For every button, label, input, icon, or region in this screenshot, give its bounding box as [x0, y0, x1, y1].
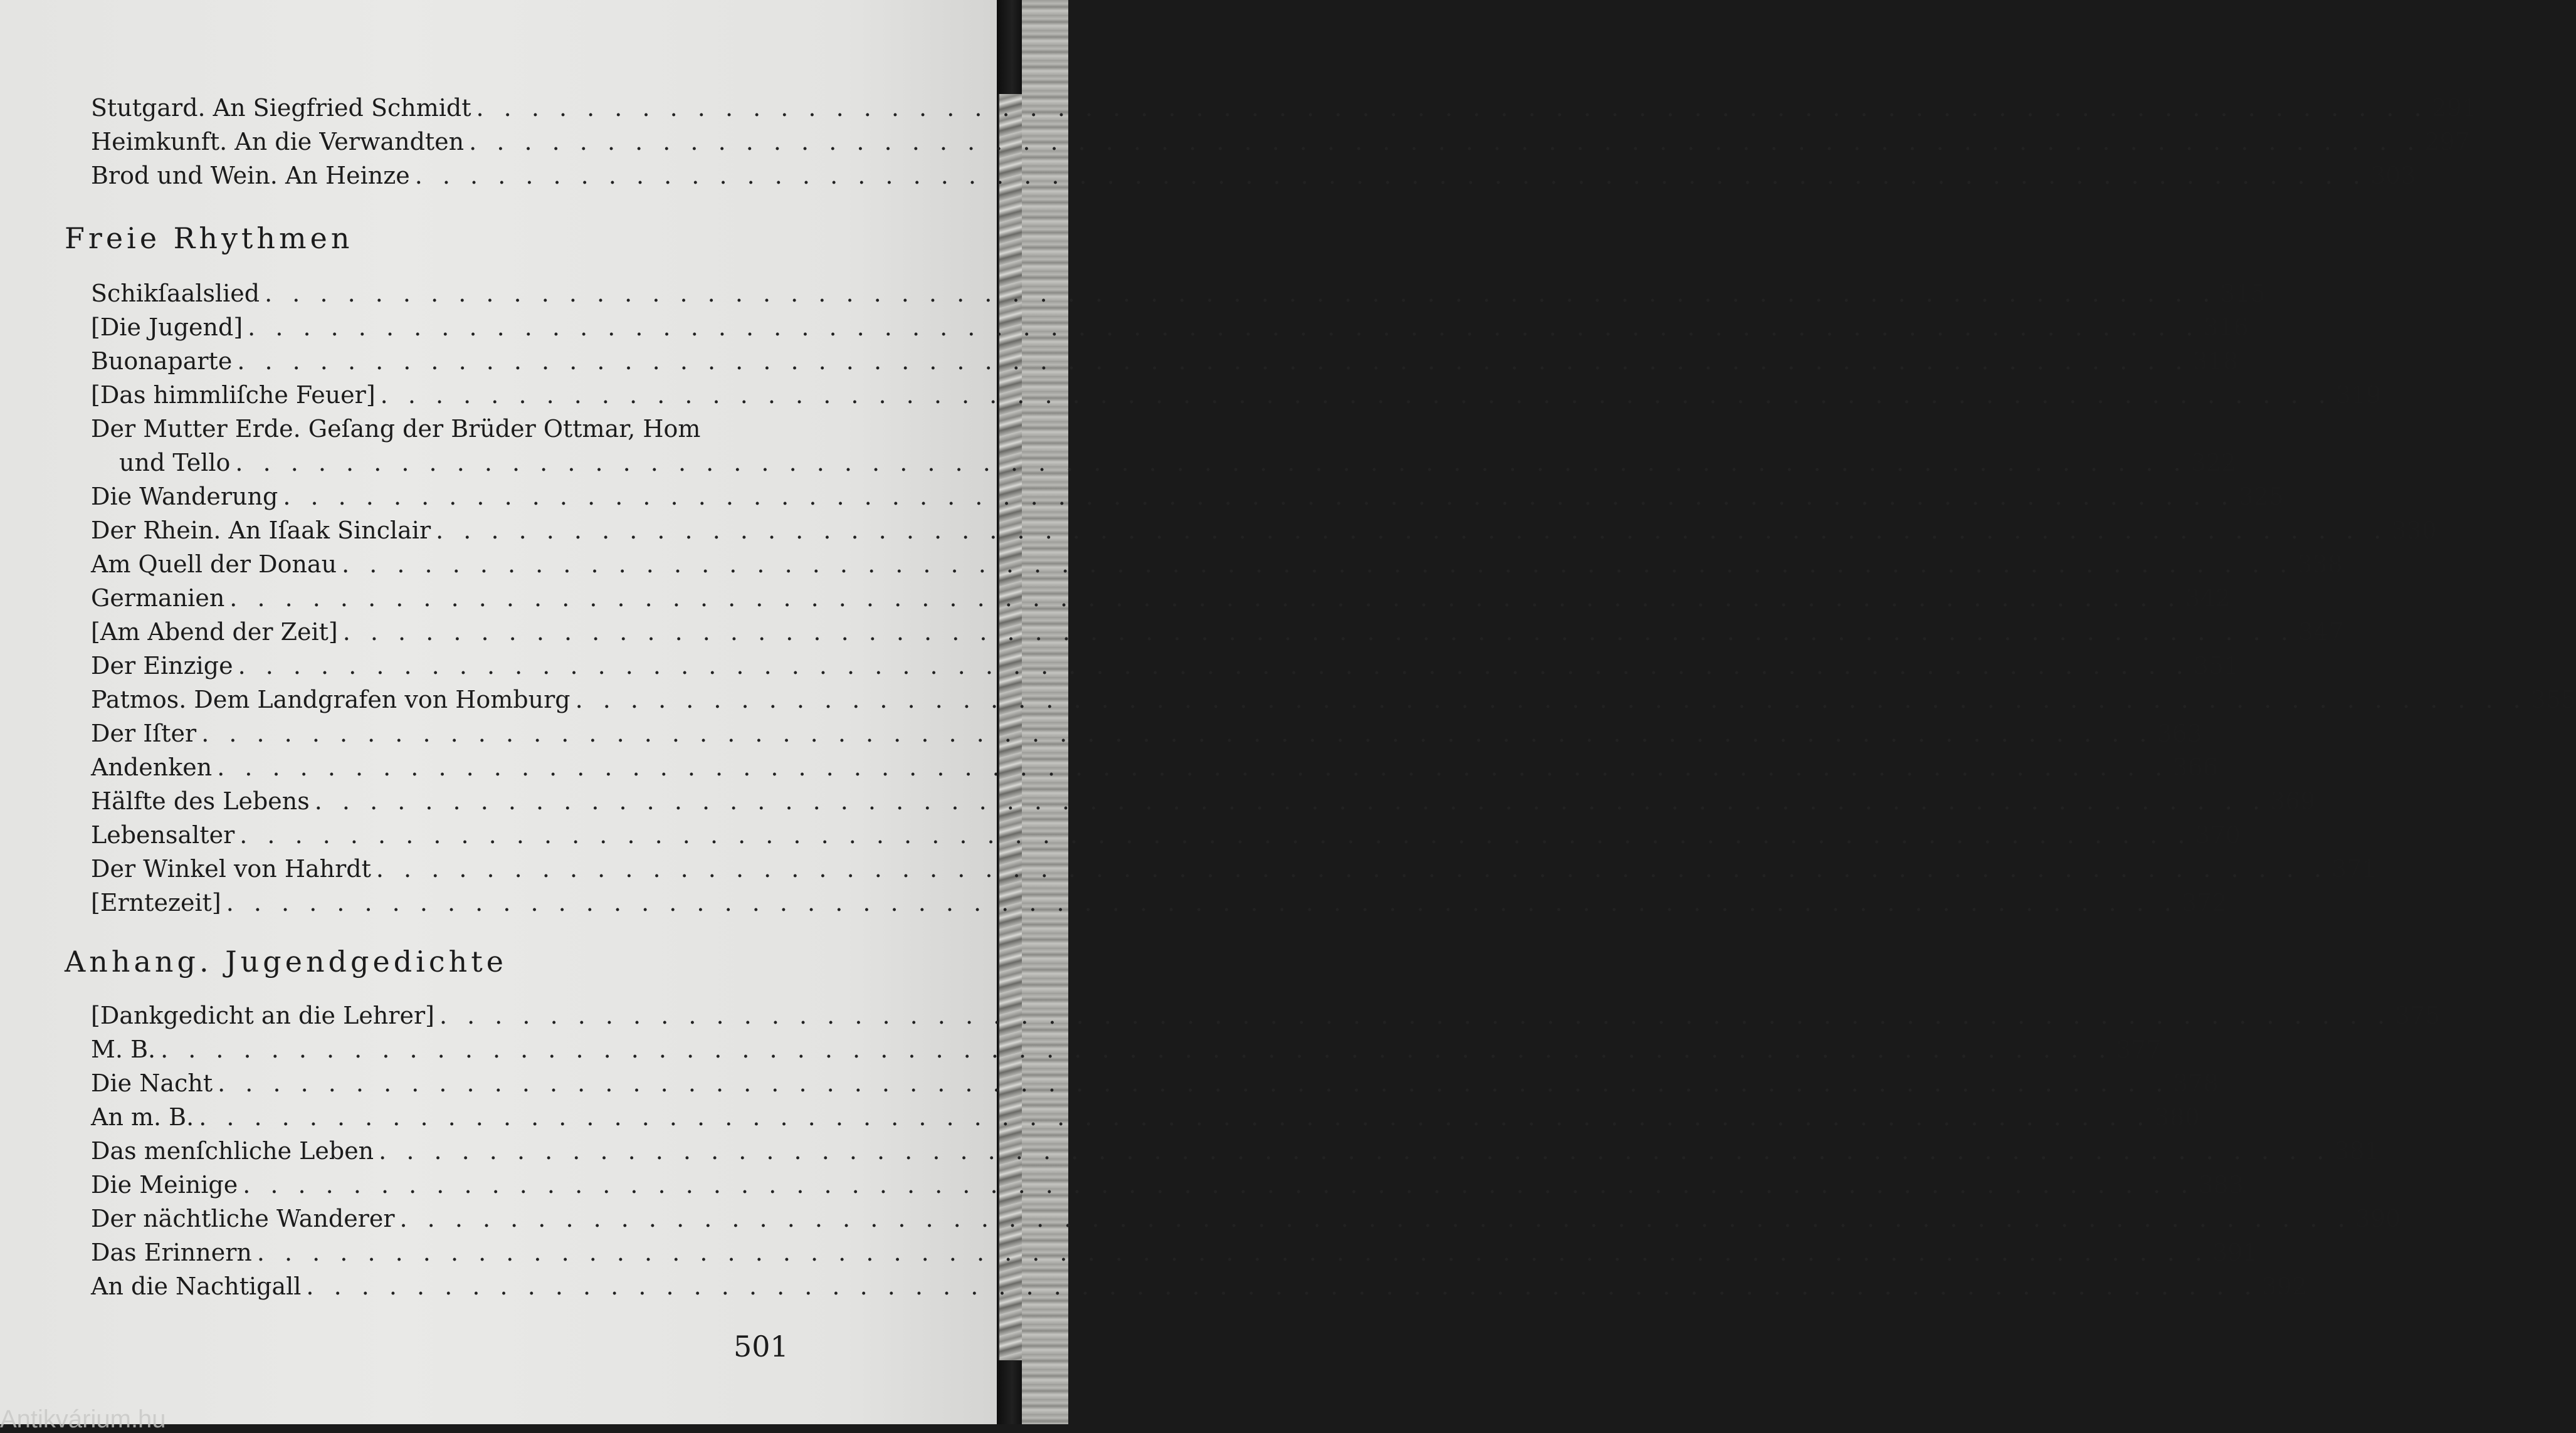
toc-entry-page: 377: [2116, 1036, 2162, 1063]
toc-entry[interactable]: [91, 1135, 2380, 1167]
dot-leader: . . . . . . . . . . . . . . . . . . . . . . . . . . . . . . . . . . . . . . . . . . . . . . . . . . . . . . . . . . . . . . . . . . . . . . .: [342, 550, 2294, 578]
toc-entry[interactable]: [91, 1168, 2244, 1201]
toc-entry-title: Stutgard. An Siegfried Schmidt: [91, 94, 471, 122]
toc-entry-page: 375: [2395, 1002, 2441, 1029]
toc-entry-page: 338: [2297, 550, 2343, 578]
dot-leader: . . . . . . . . . . . . . . . . . . . . . . . . . . . . . . . . . . . . . . . . . . . . . . . . . . . . . . . . . . . . . . . . . . . . . . .: [399, 1205, 2352, 1232]
dot-leader: . . . . . . . . . . . . . . . . . . . . . . . . . . . . . . . . . . . . . . . . . . . . . . . . . . . . . . . . . . . . . . . . . . . . . . .: [226, 889, 2178, 916]
toc-entry[interactable]: [91, 649, 2239, 682]
toc-entry[interactable]: [91, 1270, 2308, 1303]
section-heading-anhang: Anhang. Jugendgedichte: [65, 945, 507, 979]
toc-entry-title: [Das himmliſche Feuer]: [91, 381, 376, 409]
toc-entry[interactable]: [91, 548, 2343, 580]
dot-leader: . . . . . . . . . . . . . . . . . . . . . . . . . . . . . . . . . . . . . . . . . . . . . . . . . . . . . . . . . . . . . . . . . . . . . . .: [235, 449, 2187, 476]
toc-entry-title: Der Iſter: [91, 720, 197, 747]
section-heading-freie-rhythmen: Freie Rhythmen: [65, 221, 354, 255]
toc-entry-page: 370: [2195, 821, 2241, 849]
dot-leader: . . . . . . . . . . . . . . . . . . . . . . . . . . . . . . . . . . . . . . . . . . . . . . . . . . . . . . . . . . . . . . . . . . . . . . .: [469, 128, 2421, 155]
toc-entry-title: und Tello: [119, 449, 231, 476]
toc-entry[interactable]: [91, 1202, 2401, 1235]
toc-entry-page: 381: [2334, 1137, 2380, 1165]
dot-leader: . . . . . . . . . . . . . . . . . . . . . . . . . . . . . . . . . . . . . . . . . . . . . . . . . . . . . . . . . . . . . . . . . . . . . . .: [414, 162, 2367, 189]
toc-entry-page: 319: [2335, 381, 2382, 409]
toc-entry-page: 371: [2332, 855, 2377, 883]
toc-entry-page: 390: [2355, 1205, 2401, 1232]
toc-entry-title: Am Quell der Donau: [91, 550, 337, 578]
toc-entry[interactable]: [91, 125, 2470, 158]
toc-entry-title: [Die Jugend]: [91, 313, 243, 341]
toc-entry[interactable]: [91, 785, 2316, 817]
dot-leader: . . . . . . . . . . . . . . . . . . . . . . . . . . . . . . . . . . . . . . . . . . . . . . . . . . . . . . . . . . . . . . . . . . . . . . .: [265, 280, 2217, 307]
dot-leader: . . . . . . . . . . . . . . . . . . . . . . . . . . . . . . . . . . . . . . . . . . . . . . . . . . . . . . . . . . . . . . . . . . . . . . .: [436, 517, 2388, 544]
toc-entry[interactable]: [91, 480, 2284, 513]
toc-entry-title: Andenken: [91, 753, 213, 781]
dot-leader: . . . . . . . . . . . . . . . . . . . . . . . . . . . . . . . . . . . . . . . . . . . . . . . . . . . . . . . . . . . . . . . . . . . . . . .: [379, 1137, 2331, 1165]
toc-entry[interactable]: [91, 345, 2238, 377]
toc-entry[interactable]: [91, 514, 2437, 547]
toc-entry-title: Der Winkel von Hahrdt: [91, 855, 371, 883]
toc-entry-title: Patmos. Dem Landgrafen von Homburg: [91, 686, 570, 713]
toc-entry-title-line1[interactable]: Der Mutter Erde. Geſang der Brüder Ottmar, Hom: [91, 415, 701, 443]
watermark: Antikvárium.hu: [0, 1405, 166, 1433]
toc-entry-title: [Erntezeit]: [91, 889, 221, 916]
toc-entry-title: Buonaparte: [91, 347, 233, 375]
toc-entry-page: 342: [2185, 584, 2231, 612]
toc-entry-page: 330: [2391, 517, 2437, 544]
toc-entry-title: Die Nacht: [91, 1069, 213, 1097]
toc-entry[interactable]: [91, 819, 2241, 851]
toc-entry-page: 303: [2370, 162, 2416, 189]
toc-entry-title: Die Meinige: [91, 1171, 238, 1199]
toc-entry[interactable]: [91, 683, 2576, 716]
toc-entry-title: [Dankgedicht an die Lehrer]: [91, 1002, 434, 1029]
toc-entry[interactable]: [91, 999, 2441, 1032]
toc-entry-page: 378: [2173, 1069, 2219, 1097]
toc-entry-title: M. B.: [91, 1036, 156, 1063]
dot-leader: . . . . . . . . . . . . . . . . . . . . . . . . . . . . . . . . . . . . . . . . . . . . . . . . . . . . . . . . . . . . . . . . . . . . . . .: [243, 1171, 2195, 1199]
dot-leader: . . . . . . . . . . . . . . . . . . . . . . . . . . . . . . . . . . . . . . . . . . . . . . . . . . . . . . . . . . . . . . . . . . . . . . .: [217, 753, 2169, 781]
toc-entry-title: Brod und Wein. An Heinze: [91, 162, 410, 189]
toc-entry-page: 366: [2172, 753, 2218, 781]
toc-entry[interactable]: [91, 379, 2382, 411]
dot-leader: . . . . . . . . . . . . . . . . . . . . . . . . . . . . . . . . . . . . . . . . . . . . . . . . . . . . . . . . . . . . . . . . . . . . . . .: [439, 1002, 2392, 1029]
toc-entry-title: Schikſaalslied: [91, 280, 260, 307]
toc-entry-title: Der Rhein. An Iſaak Sinclair: [91, 517, 431, 544]
toc-entry[interactable]: [91, 751, 2218, 784]
toc-entry[interactable]: [91, 1033, 2162, 1066]
toc-entry-title: An m. B.: [91, 1103, 194, 1131]
toc-entry-title: Der Einzige: [91, 652, 233, 680]
toc-entry-title: Das Erinnern: [91, 1239, 252, 1266]
dot-leader: . . . . . . . . . . . . . . . . . . . . . . . . . . . . . . . . . . . . . . . . . . . . . . . . . . . . . . . . . . . . . . . . . . . . . . .: [575, 686, 2527, 713]
toc-entry-title: An die Nachtigall: [91, 1273, 302, 1300]
toc-entry-title: Heimkunft. An die Verwandten: [91, 128, 465, 155]
dot-leader: . . . . . . . . . . . . . . . . . . . . . . . . . . . . . . . . . . . . . . . . . . . . . . . . . . . . . . . . . . . . . . . . . . . . . . .: [201, 720, 2153, 747]
toc-entry-page: 347: [2298, 618, 2344, 646]
dot-leader: . . . . . . . . . . . . . . . . . . . . . . . . . . . . . . . . . . . . . . . . . . . . . . . . . . . . . . . . . . . . . . . . . . . . . . .: [314, 787, 2266, 815]
toc-entry-title: Lebensalter: [91, 821, 235, 849]
toc-entry[interactable]: [91, 1236, 2258, 1269]
toc-entry-page: 322: [2190, 449, 2237, 476]
toc-entry-page: 325: [2238, 483, 2284, 510]
toc-entry-page: 383: [2198, 1171, 2244, 1199]
toc-entry-page: 297: [2424, 128, 2470, 155]
dot-leader: . . . . . . . . . . . . . . . . . . . . . . . . . . . . . . . . . . . . . . . . . . . . . . . . . . . . . . . . . . . . . . . . . . . . . . .: [376, 855, 2328, 883]
toc-entry-title: Die Wanderung: [91, 483, 278, 510]
toc-entry[interactable]: [91, 1067, 2219, 1100]
toc-entry[interactable]: [91, 1101, 2200, 1133]
toc-entry[interactable]: [91, 92, 2478, 124]
page-number: 501: [733, 1330, 789, 1363]
toc-entry-page: 392: [2261, 1273, 2308, 1300]
toc-entry-page: 318: [2192, 347, 2238, 375]
toc-entry-page: 351: [2193, 652, 2239, 680]
dot-leader: . . . . . . . . . . . . . . . . . . . . . . . . . . . . . . . . . . . . . . . . . . . . . . . . . . . . . . . . . . . . . . . . . . . . . . .: [256, 1239, 2209, 1266]
toc-entry-page: 369: [2269, 787, 2316, 815]
toc-entry[interactable]: [91, 582, 2231, 614]
dot-leader: . . . . . . . . . . . . . . . . . . . . . . . . . . . . . . . . . . . . . . . . . . . . . . . . . . . . . . . . . . . . . . . . . . . . . . .: [248, 313, 2200, 341]
toc-entry[interactable]: [91, 311, 2249, 344]
toc-entry[interactable]: [91, 159, 2416, 192]
dot-leader: . . . . . . . . . . . . . . . . . . . . . . . . . . . . . . . . . . . . . . . . . . . . . . . . . . . . . . . . . . . . . . . . . . . . . . .: [229, 584, 2182, 612]
toc-entry[interactable]: [91, 277, 2266, 310]
toc-entry-page: 391: [2212, 1239, 2258, 1266]
toc-entry-title: Der nächtliche Wanderer: [91, 1205, 395, 1232]
toc-entry-page: 291: [2431, 94, 2478, 122]
dot-leader: . . . . . . . . . . . . . . . . . . . . . . . . . . . . . . . . . . . . . . . . . . . . . . . . . . . . . . . . . . . . . . . . . . . . . . .: [342, 618, 2295, 646]
toc-entry-title: Das menſchliche Leben: [91, 1137, 374, 1165]
toc-entry-title: Hälfte des Lebens: [91, 787, 310, 815]
dot-leader: . . . . . . . . . . . . . . . . . . . . . . . . . . . . . . . . . . . . . . . . . . . . . . . . . . . . . . . . . . . . . . . . . . . . . . .: [238, 652, 2190, 680]
toc-entry-title: [Am Abend der Zeit]: [91, 618, 338, 646]
toc-entry-page: 316: [2203, 313, 2249, 341]
dot-leader: . . . . . . . . . . . . . . . . . . . . . . . . . . . . . . . . . . . . . . . . . . . . . . . . . . . . . . . . . . . . . . . . . . . . . . .: [380, 381, 2332, 409]
dot-leader: . . . . . . . . . . . . . . . . . . . . . . . . . . . . . . . . . . . . . . . . . . . . . . . . . . . . . . . . . . . . . . . . . . . . . . .: [237, 347, 2189, 375]
toc-entry-title: Germanien: [91, 584, 225, 612]
dot-leader: . . . . . . . . . . . . . . . . . . . . . . . . . . . . . . . . . . . . . . . . . . . . . . . . . . . . . . . . . . . . . . . . . . . . . . .: [218, 1069, 2170, 1097]
dot-leader: . . . . . . . . . . . . . . . . . . . . . . . . . . . . . . . . . . . . . . . . . . . . . . . . . . . . . . . . . . . . . . . . . . . . . . .: [283, 483, 2235, 510]
toc-entry-page: 355: [2530, 686, 2576, 713]
dot-leader: . . . . . . . . . . . . . . . . . . . . . . . . . . . . . . . . . . . . . . . . . . . . . . . . . . . . . . . . . . . . . . . . . . . . . . .: [476, 94, 2428, 122]
dot-leader: . . . . . . . . . . . . . . . . . . . . . . . . . . . . . . . . . . . . . . . . . . . . . . . . . . . . . . . . . . . . . . . . . . . . . . .: [199, 1103, 2151, 1131]
toc-entry[interactable]: [91, 886, 2227, 919]
toc-entry-page: 372: [2181, 889, 2227, 916]
toc-entry-page: 363: [2157, 720, 2202, 747]
toc-entry[interactable]: [91, 717, 2202, 750]
dot-leader: . . . . . . . . . . . . . . . . . . . . . . . . . . . . . . . . . . . . . . . . . . . . . . . . . . . . . . . . . . . . . . . . . . . . . . .: [239, 821, 2192, 849]
toc-entry[interactable]: [119, 446, 2237, 479]
toc-entry[interactable]: [91, 853, 2377, 885]
toc-entry-page: 315: [2220, 280, 2266, 307]
toc-entry[interactable]: [91, 616, 2344, 648]
toc-entry-page: 380: [2154, 1103, 2200, 1131]
dot-leader: . . . . . . . . . . . . . . . . . . . . . . . . . . . . . . . . . . . . . . . . . . . . . . . . . . . . . . . . . . . . . . . . . . . . . . .: [306, 1273, 2258, 1300]
dot-leader: . . . . . . . . . . . . . . . . . . . . . . . . . . . . . . . . . . . . . . . . . . . . . . . . . . . . . . . . . . . . . . . . . . . . . . .: [160, 1036, 2113, 1063]
